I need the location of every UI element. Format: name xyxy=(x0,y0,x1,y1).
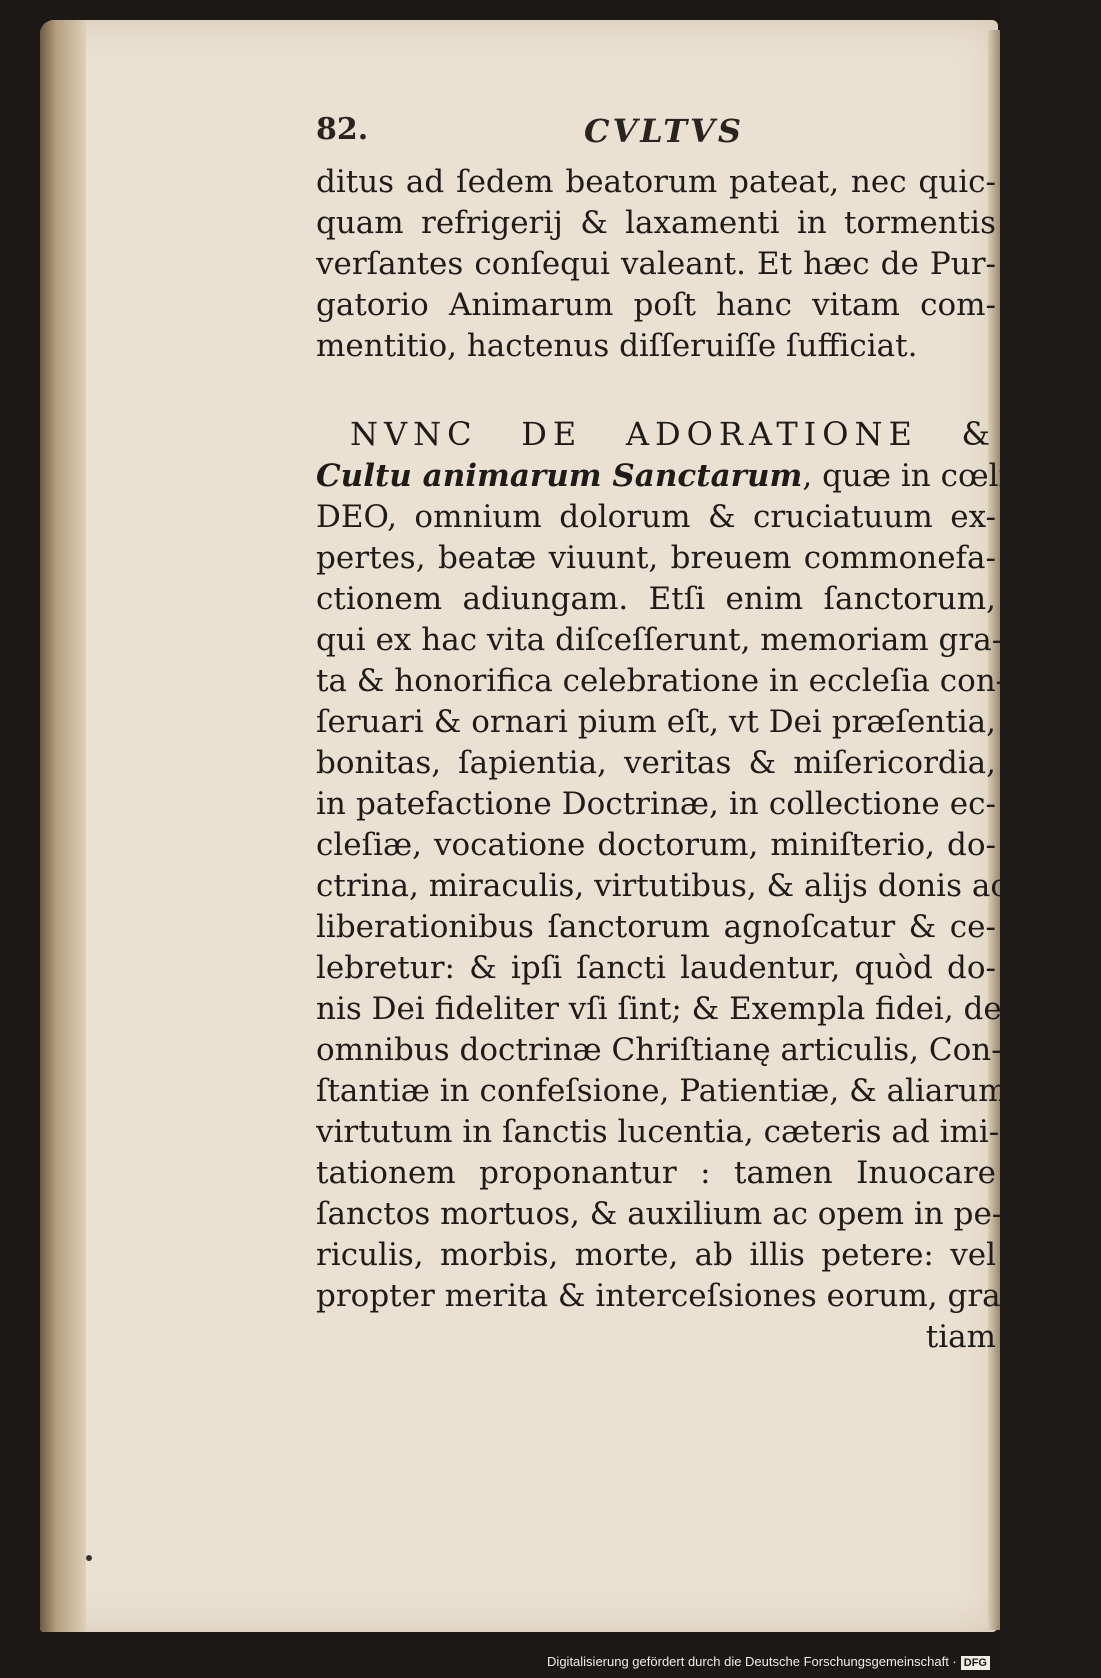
paper-speck xyxy=(86,1555,92,1561)
dfg-logo: DFG xyxy=(961,1656,990,1670)
text-line: pertes, beatæ viuunt, breuem commonefa- xyxy=(316,540,996,576)
text-line: in patefactione Doctrinæ, in collectione ec- xyxy=(316,786,996,822)
section-heading: NVNC DE ADORATIONE & xyxy=(350,415,996,453)
text-line: lebretur: & ipſi ſancti laudentur, quòd do- xyxy=(316,950,996,986)
text-line: qui ex hac vita diſceſſerunt, memoriam gra- xyxy=(316,622,1003,658)
text-line: cleſiæ, vocatione doctorum, miniſterio, do- xyxy=(316,827,996,863)
text-line: ctionem adiungam. Etſi enim ſanctorum, xyxy=(316,581,996,617)
catchword: tiam xyxy=(925,1319,996,1355)
text-line: riculis, morbis, morte, ab illis petere: vel xyxy=(316,1237,996,1273)
text-line: DEO, omnium dolorum & cruciatuum ex- xyxy=(316,499,996,535)
text-line: gatorio Animarum poſt hanc vitam com- xyxy=(316,287,996,323)
text-line: nis Dei fideliter vſi ſint; & Exempla fidei, de xyxy=(316,991,1002,1027)
page-gutter-shadow xyxy=(40,20,86,1632)
text-line-lead xyxy=(316,456,1101,497)
text-line: ſeruari & ornari pium eſt, vt Dei præſentia, xyxy=(316,704,996,740)
text-line: ctrina, miraculis, virtutibus, & alijs donis ac xyxy=(316,868,1008,904)
text-line: ta & honorifica celebratione in eccleſia con- xyxy=(316,663,1007,699)
text-line: mentitio, hactenus diſſeruiſſe ſufficiat. xyxy=(316,328,918,364)
running-head xyxy=(316,112,744,162)
text-line: quam refrigerij & laxamenti in tormentis xyxy=(316,205,996,241)
page-number: 82. xyxy=(316,112,369,147)
lead-rest: , quæ in cœlis cum xyxy=(802,458,1101,494)
text-line: ſtantiæ in confeſsione, Patientiæ, & aliarum xyxy=(316,1073,1008,1109)
text-line: bonitas, ſapientia, veritas & miſericordia, xyxy=(316,745,996,781)
text-line: omnibus doctrinæ Chriſtianę articulis, Con- xyxy=(316,1032,1002,1068)
text-line: propter merita & interceſsiones eorum, gra- xyxy=(316,1278,1012,1314)
text-line: liberationibus ſanctorum agnoſcatur & ce- xyxy=(316,909,996,945)
credit-text: Digitalisierung gefördert durch die Deutsche Forschungsgemeinschaft · xyxy=(547,1654,957,1669)
italic-lead: Cultu animarum Sanctarum xyxy=(316,458,803,494)
text-line: ditus ad ſedem beatorum pateat, nec quic- xyxy=(316,164,996,200)
text-line: virtutum in ſanctis lucentia, cæteris ad imi- xyxy=(316,1114,1000,1150)
text-line: tationem proponantur : tamen Inuocare xyxy=(316,1155,996,1191)
digitization-credit xyxy=(547,1654,990,1670)
text-line: ſanctos mortuos, & auxilium ac opem in pe- xyxy=(316,1196,1003,1232)
text-line: verſantes conſequi valeant. Et hæc de Pur- xyxy=(316,246,996,282)
running-head-title: CVLTVS xyxy=(584,112,744,150)
